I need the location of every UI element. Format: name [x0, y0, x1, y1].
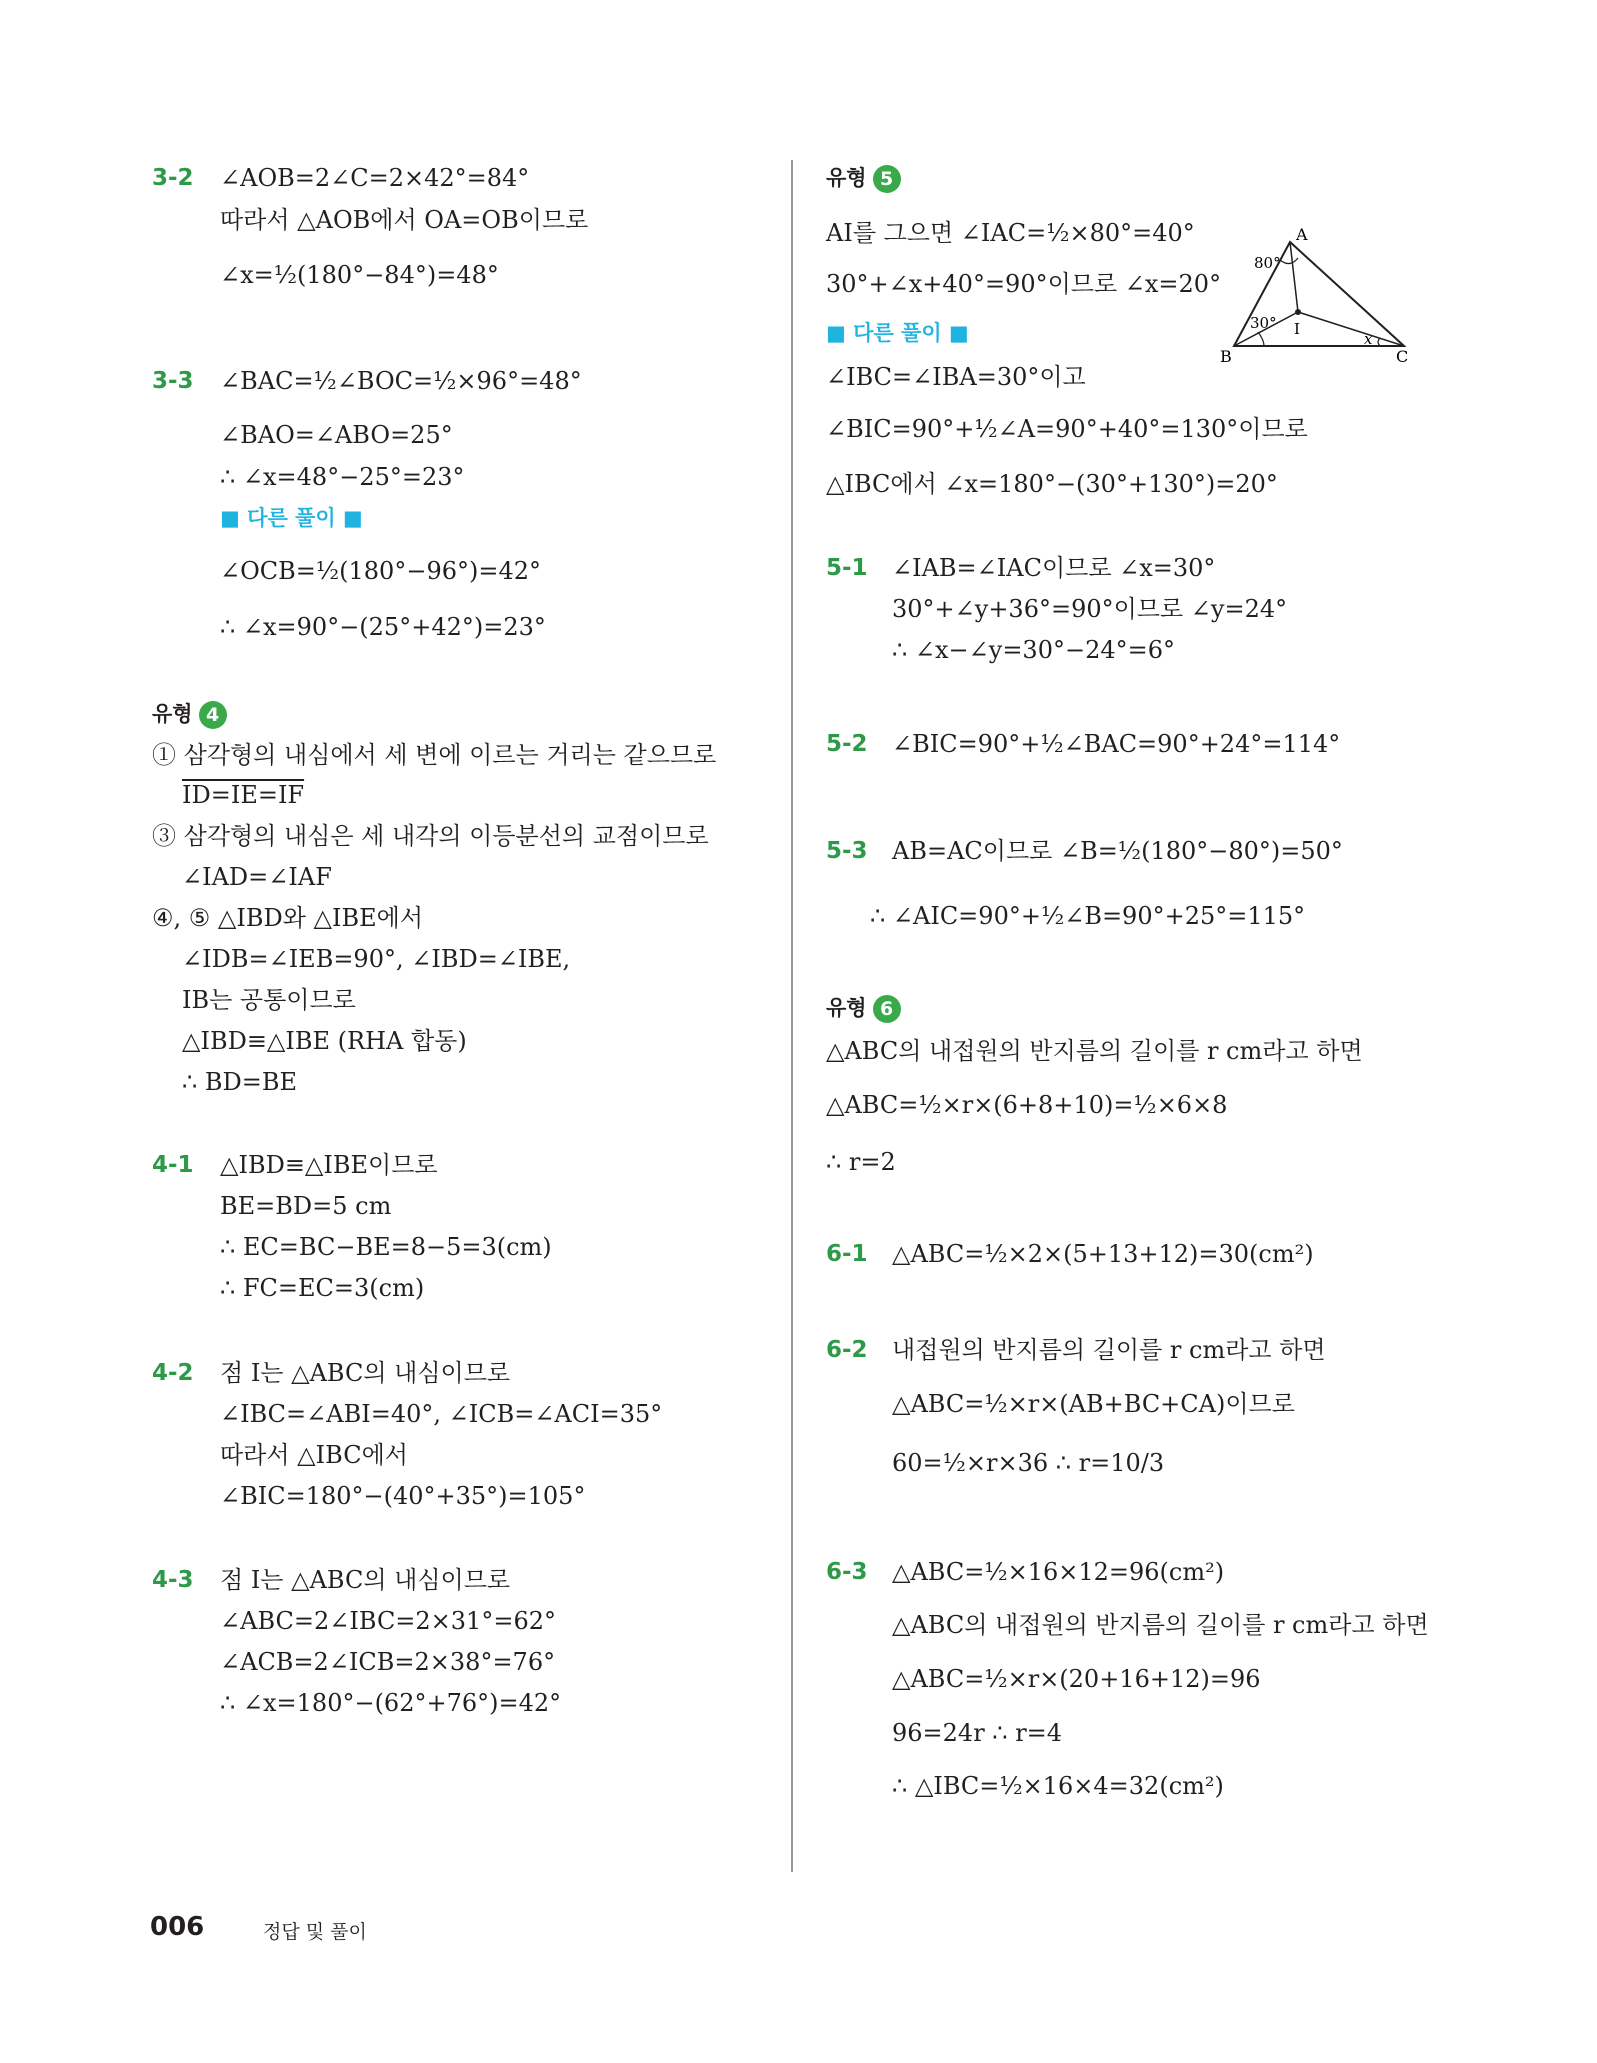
problem-number: 6-2	[826, 1337, 868, 1363]
solution-line: ∠ACB=2∠ICB=2×38°=76°	[220, 1648, 556, 1676]
solution-line: ∴ EC=BC−BE=8−5=3(cm)	[220, 1233, 552, 1261]
solution-line: ∴ ∠x=90°−(25°+42°)=23°	[220, 613, 546, 641]
solution-line: ∴ BD=BE	[182, 1068, 298, 1096]
solution-line: 내접원의 반지름의 길이를 r cm라고 하면	[892, 1336, 1326, 1364]
type-badge: 6	[873, 995, 901, 1023]
problem-number: 6-1	[826, 1241, 868, 1267]
solution-line: ③ 삼각형의 내심은 세 내각의 이등분선의 교점이므로	[152, 822, 709, 850]
solution-line: △ABC=½×r×(AB+BC+CA)이므로	[892, 1390, 1295, 1418]
solution-line: ④, ⑤ △IBD와 △IBE에서	[152, 904, 424, 932]
vertex-label-b: B	[1220, 347, 1232, 366]
solution-line: AI를 그으면 ∠IAC=½×80°=40°	[826, 219, 1195, 247]
type-badge: 5	[873, 165, 901, 193]
alt-solution-label: ■ 다른 풀이 ■	[220, 506, 363, 530]
solution-line: ∠ABC=2∠IBC=2×31°=62°	[220, 1607, 556, 1635]
type-heading-label: 유형	[826, 166, 867, 190]
solution-line: 30°+∠y+36°=90°이므로 ∠y=24°	[892, 595, 1288, 623]
type-badge: 4	[199, 701, 227, 729]
solution-line: ∠IAB=∠IAC이므로 ∠x=30°	[892, 554, 1216, 582]
solution-line: 점 I는 △ABC의 내심이므로	[220, 1359, 511, 1387]
solution-line: △ABC의 내접원의 반지름의 길이를 r cm라고 하면	[892, 1611, 1429, 1639]
angle-b-label: 30°	[1250, 314, 1277, 332]
solution-line: ∴ ∠x=48°−25°=23°	[220, 463, 465, 491]
footer-label: 정답 및 풀이	[263, 1921, 367, 1943]
angle-c-label: x	[1364, 330, 1373, 348]
incenter-label: I	[1294, 320, 1300, 338]
segment-ai	[1290, 242, 1298, 312]
solution-line: 60=½×r×36 ∴ r=10/3	[892, 1449, 1165, 1477]
angle-a-label: 80°	[1254, 254, 1281, 272]
solution-line: △ABC의 내접원의 반지름의 길이를 r cm라고 하면	[826, 1037, 1363, 1065]
solution-line: AB=AC이므로 ∠B=½(180°−80°)=50°	[892, 837, 1343, 865]
solution-line: ∠IBC=∠IBA=30°이고	[826, 363, 1086, 391]
solution-line: ① 삼각형의 내심에서 세 변에 이르는 거리는 같으므로	[152, 741, 717, 769]
solution-line: ∴ △IBC=½×16×4=32(cm²)	[892, 1772, 1224, 1800]
solution-line: △IBC에서 ∠x=180°−(30°+130°)=20°	[826, 470, 1278, 498]
solution-line: ∠BIC=90°+½∠BAC=90°+24°=114°	[892, 730, 1341, 758]
solution-line: ∠BIC=180°−(40°+35°)=105°	[220, 1482, 586, 1510]
solution-line: 따라서 △IBC에서	[220, 1441, 408, 1469]
triangle-figure	[1210, 228, 1410, 368]
solution-line: △ABC=½×16×12=96(cm²)	[892, 1558, 1225, 1586]
problem-number: 4-3	[152, 1567, 194, 1593]
solution-line: 30°+∠x+40°=90°이므로 ∠x=20°	[826, 270, 1222, 298]
angle-a-arc	[1280, 258, 1298, 264]
solution-line: 96=24r ∴ r=4	[892, 1719, 1063, 1747]
problem-number: 3-2	[152, 165, 194, 191]
solution-line: ∠BIC=90°+½∠A=90°+40°=130°이므로	[826, 415, 1308, 443]
solution-line: ∴ ∠x=180°−(62°+76°)=42°	[220, 1689, 562, 1717]
solution-line: ∴ r=2	[826, 1148, 896, 1176]
segment-ci	[1298, 312, 1404, 346]
type-heading	[826, 993, 901, 1023]
solution-line: ID=IE=IF	[182, 781, 305, 809]
type-heading	[826, 163, 901, 193]
solution-line: △IBD≡△IBE (RHA 합동)	[182, 1027, 467, 1055]
problem-number: 3-3	[152, 368, 194, 394]
problem-number: 5-3	[826, 838, 868, 864]
angle-c-arc	[1378, 338, 1380, 346]
solution-line: BE=BD=5 cm	[220, 1192, 392, 1220]
solution-line: ∴ FC=EC=3(cm)	[220, 1274, 425, 1302]
problem-number: 4-1	[152, 1152, 194, 1178]
type-heading-label: 유형	[152, 702, 193, 726]
solution-line: ∠x=½(180°−84°)=48°	[220, 261, 499, 289]
solution-line: 점 I는 △ABC의 내심이므로	[220, 1566, 511, 1594]
solution-line: 따라서 △AOB에서 OA=OB이므로	[220, 206, 589, 234]
incenter-point	[1295, 309, 1301, 315]
problem-number: 6-3	[826, 1559, 868, 1585]
solution-line: △IBD≡△IBE이므로	[220, 1151, 438, 1179]
solution-line: ∴ ∠AIC=90°+½∠B=90°+25°=115°	[870, 902, 1306, 930]
solution-line: ∠IBC=∠ABI=40°, ∠ICB=∠ACI=35°	[220, 1400, 663, 1428]
angle-b-arc	[1258, 332, 1264, 346]
column-divider	[791, 160, 793, 1872]
solution-line: ∠IDB=∠IEB=90°, ∠IBD=∠IBE,	[182, 945, 571, 973]
solution-line: ∠IAD=∠IAF	[182, 863, 332, 891]
problem-number: 4-2	[152, 1360, 194, 1386]
vertex-label-c: C	[1396, 347, 1409, 366]
solution-line: △ABC=½×2×(5+13+12)=30(cm²)	[892, 1240, 1314, 1268]
problem-number: 5-2	[826, 731, 868, 757]
solution-line: △ABC=½×r×(20+16+12)=96	[892, 1665, 1261, 1693]
solution-line: △ABC=½×r×(6+8+10)=½×6×8	[826, 1091, 1228, 1119]
solution-line: ∠OCB=½(180°−96°)=42°	[220, 557, 541, 585]
alt-solution-label: ■ 다른 풀이 ■	[826, 321, 969, 345]
solution-line: ∠BAC=½∠BOC=½×96°=48°	[220, 367, 582, 395]
type-heading-label: 유형	[826, 996, 867, 1020]
solution-line: ∠AOB=2∠C=2×42°=84°	[220, 164, 530, 192]
type-heading	[152, 699, 227, 729]
solution-line: ∠BAO=∠ABO=25°	[220, 421, 453, 449]
problem-number: 5-1	[826, 555, 868, 581]
vertex-label-a: A	[1296, 228, 1308, 244]
page-number: 006	[150, 1912, 205, 1942]
solution-line: IB는 공통이므로	[182, 986, 356, 1014]
solution-line: ∴ ∠x−∠y=30°−24°=6°	[892, 636, 1175, 664]
